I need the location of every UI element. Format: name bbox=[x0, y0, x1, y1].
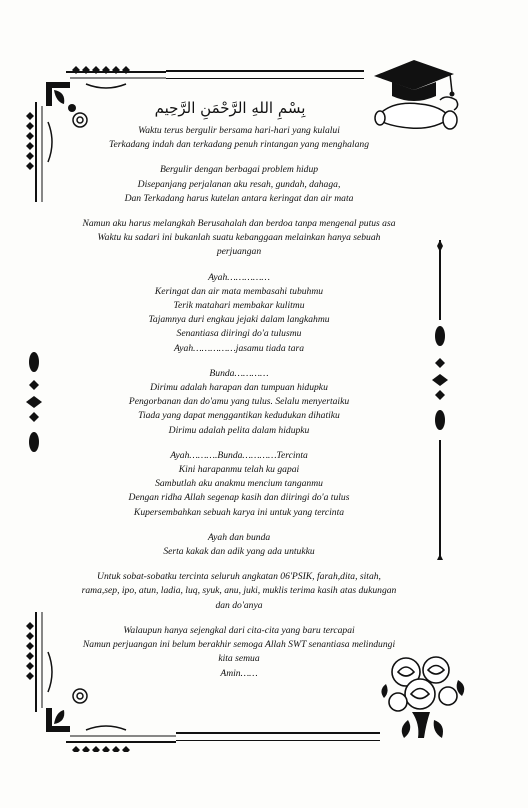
poem-line: Ayah……………jasamu tiada tara bbox=[173, 342, 305, 354]
poem-line: Namun perjuangan ini belum berakhir semoga Allah SWT senantiasa melindungi bbox=[82, 639, 396, 651]
poem-line: Dengan ridha Allah segenap kasih dan diiringi do'a tulus bbox=[128, 492, 350, 504]
poem-line: Walaupun hanya sejengkal dari cita-cita yang baru tercapai bbox=[123, 624, 355, 636]
poem-line: Dirimu adalah harapan dan tumpuan hidupku bbox=[150, 382, 328, 394]
stanza-gap bbox=[50, 206, 428, 217]
poem-line: perjuangan bbox=[216, 246, 262, 258]
poem-line: Senantiasa diiringi do'a tulusmu bbox=[176, 328, 302, 340]
poem-line: Ayah……….Bunda…………Tercinta bbox=[170, 449, 308, 461]
side-ornament-left bbox=[24, 350, 44, 460]
stanza-gap bbox=[50, 613, 428, 624]
stanza bbox=[50, 449, 428, 520]
poem-line: Ayah…………… bbox=[208, 271, 270, 283]
poem-line: Bergulir dengan berbagai problem hidup bbox=[159, 164, 319, 176]
poem-line: Dan Terkadang harus kutelan antara keringat dan air mata bbox=[124, 192, 354, 204]
stanza bbox=[50, 367, 428, 438]
poem-line: Keringat dan air mata membasahi tubuhmu bbox=[154, 285, 324, 297]
poem-line: Ayah dan bunda bbox=[207, 531, 271, 543]
poem-line: Kupersembahkan sebuah karya ini untuk yang tercinta bbox=[133, 506, 345, 518]
poem-line: kita semua bbox=[218, 653, 260, 665]
poem-line: Terkadang indah dan terkadang penuh rintangan yang menghalang bbox=[109, 139, 369, 151]
stanza bbox=[50, 624, 428, 681]
poem-line: Waktu terus bergulir bersama hari-hari yang kulalui bbox=[138, 125, 340, 136]
stanza bbox=[50, 124, 428, 152]
poem-line: Disepanjang perjalanan aku resah, gundah, dahaga, bbox=[137, 178, 341, 190]
side-ornament-right bbox=[430, 240, 450, 560]
poem-line: Bunda………… bbox=[209, 367, 269, 379]
stanza bbox=[50, 271, 428, 356]
poem-line: Tajamnya duri engkau jejaki dalam langkahmu bbox=[148, 314, 330, 326]
bottom-rule bbox=[176, 732, 380, 741]
top-rule bbox=[166, 70, 364, 79]
poem-line: Dirimu adalah pelita dalam hidupku bbox=[168, 424, 310, 436]
poem-line: Tiada yang dapat menggantikan kedudukan dihatiku bbox=[138, 410, 340, 422]
stanza-gap bbox=[50, 438, 428, 449]
poem-line: Amin…… bbox=[220, 667, 258, 679]
dedication-text bbox=[50, 124, 428, 681]
basmalah-calligraphy: بِسْمِ اللهِ الرَّحْمَنِ الرَّحِيم bbox=[154, 99, 306, 117]
poem-line: rama,sep, ipo, atun, ladia, luq, syuk, anu, juki, muklis terima kasih atas dukungan bbox=[81, 585, 397, 597]
stanza-gap bbox=[50, 152, 428, 163]
poem-line: Kini harapanmu telah ku gapai bbox=[178, 464, 300, 476]
stanza bbox=[50, 570, 428, 613]
stanza-gap bbox=[50, 356, 428, 367]
poem-line: Untuk sobat-sobatku tercinta seluruh angkatan 06'PSIK, farah,dita, sitah, bbox=[97, 571, 381, 583]
poem-line: Terik matahari membakar kulitmu bbox=[173, 300, 305, 312]
poem-line: Namun aku harus melangkah Berusahalah dan berdoa tanpa mengenal putus asa bbox=[82, 218, 396, 230]
poem-line: Sambutlah aku anakmu mencium tanganmu bbox=[155, 478, 323, 490]
stanza bbox=[50, 163, 428, 206]
stanza bbox=[50, 217, 428, 260]
stanza-gap bbox=[50, 520, 428, 531]
poem-line: dan do'anya bbox=[215, 599, 263, 611]
stanza-gap bbox=[50, 260, 428, 271]
stanza bbox=[50, 531, 428, 559]
poem-line: Pengorbanan dan do'amu yang tulus. Selalu menyertaiku bbox=[128, 396, 350, 408]
stanza-gap bbox=[50, 559, 428, 570]
poem-line: Serta kakak dan adik yang ada untukku bbox=[163, 546, 315, 558]
poem-line: Waktu ku sadari ini bukanlah suatu kebanggaan melainkan hanya sebuah bbox=[97, 232, 381, 244]
